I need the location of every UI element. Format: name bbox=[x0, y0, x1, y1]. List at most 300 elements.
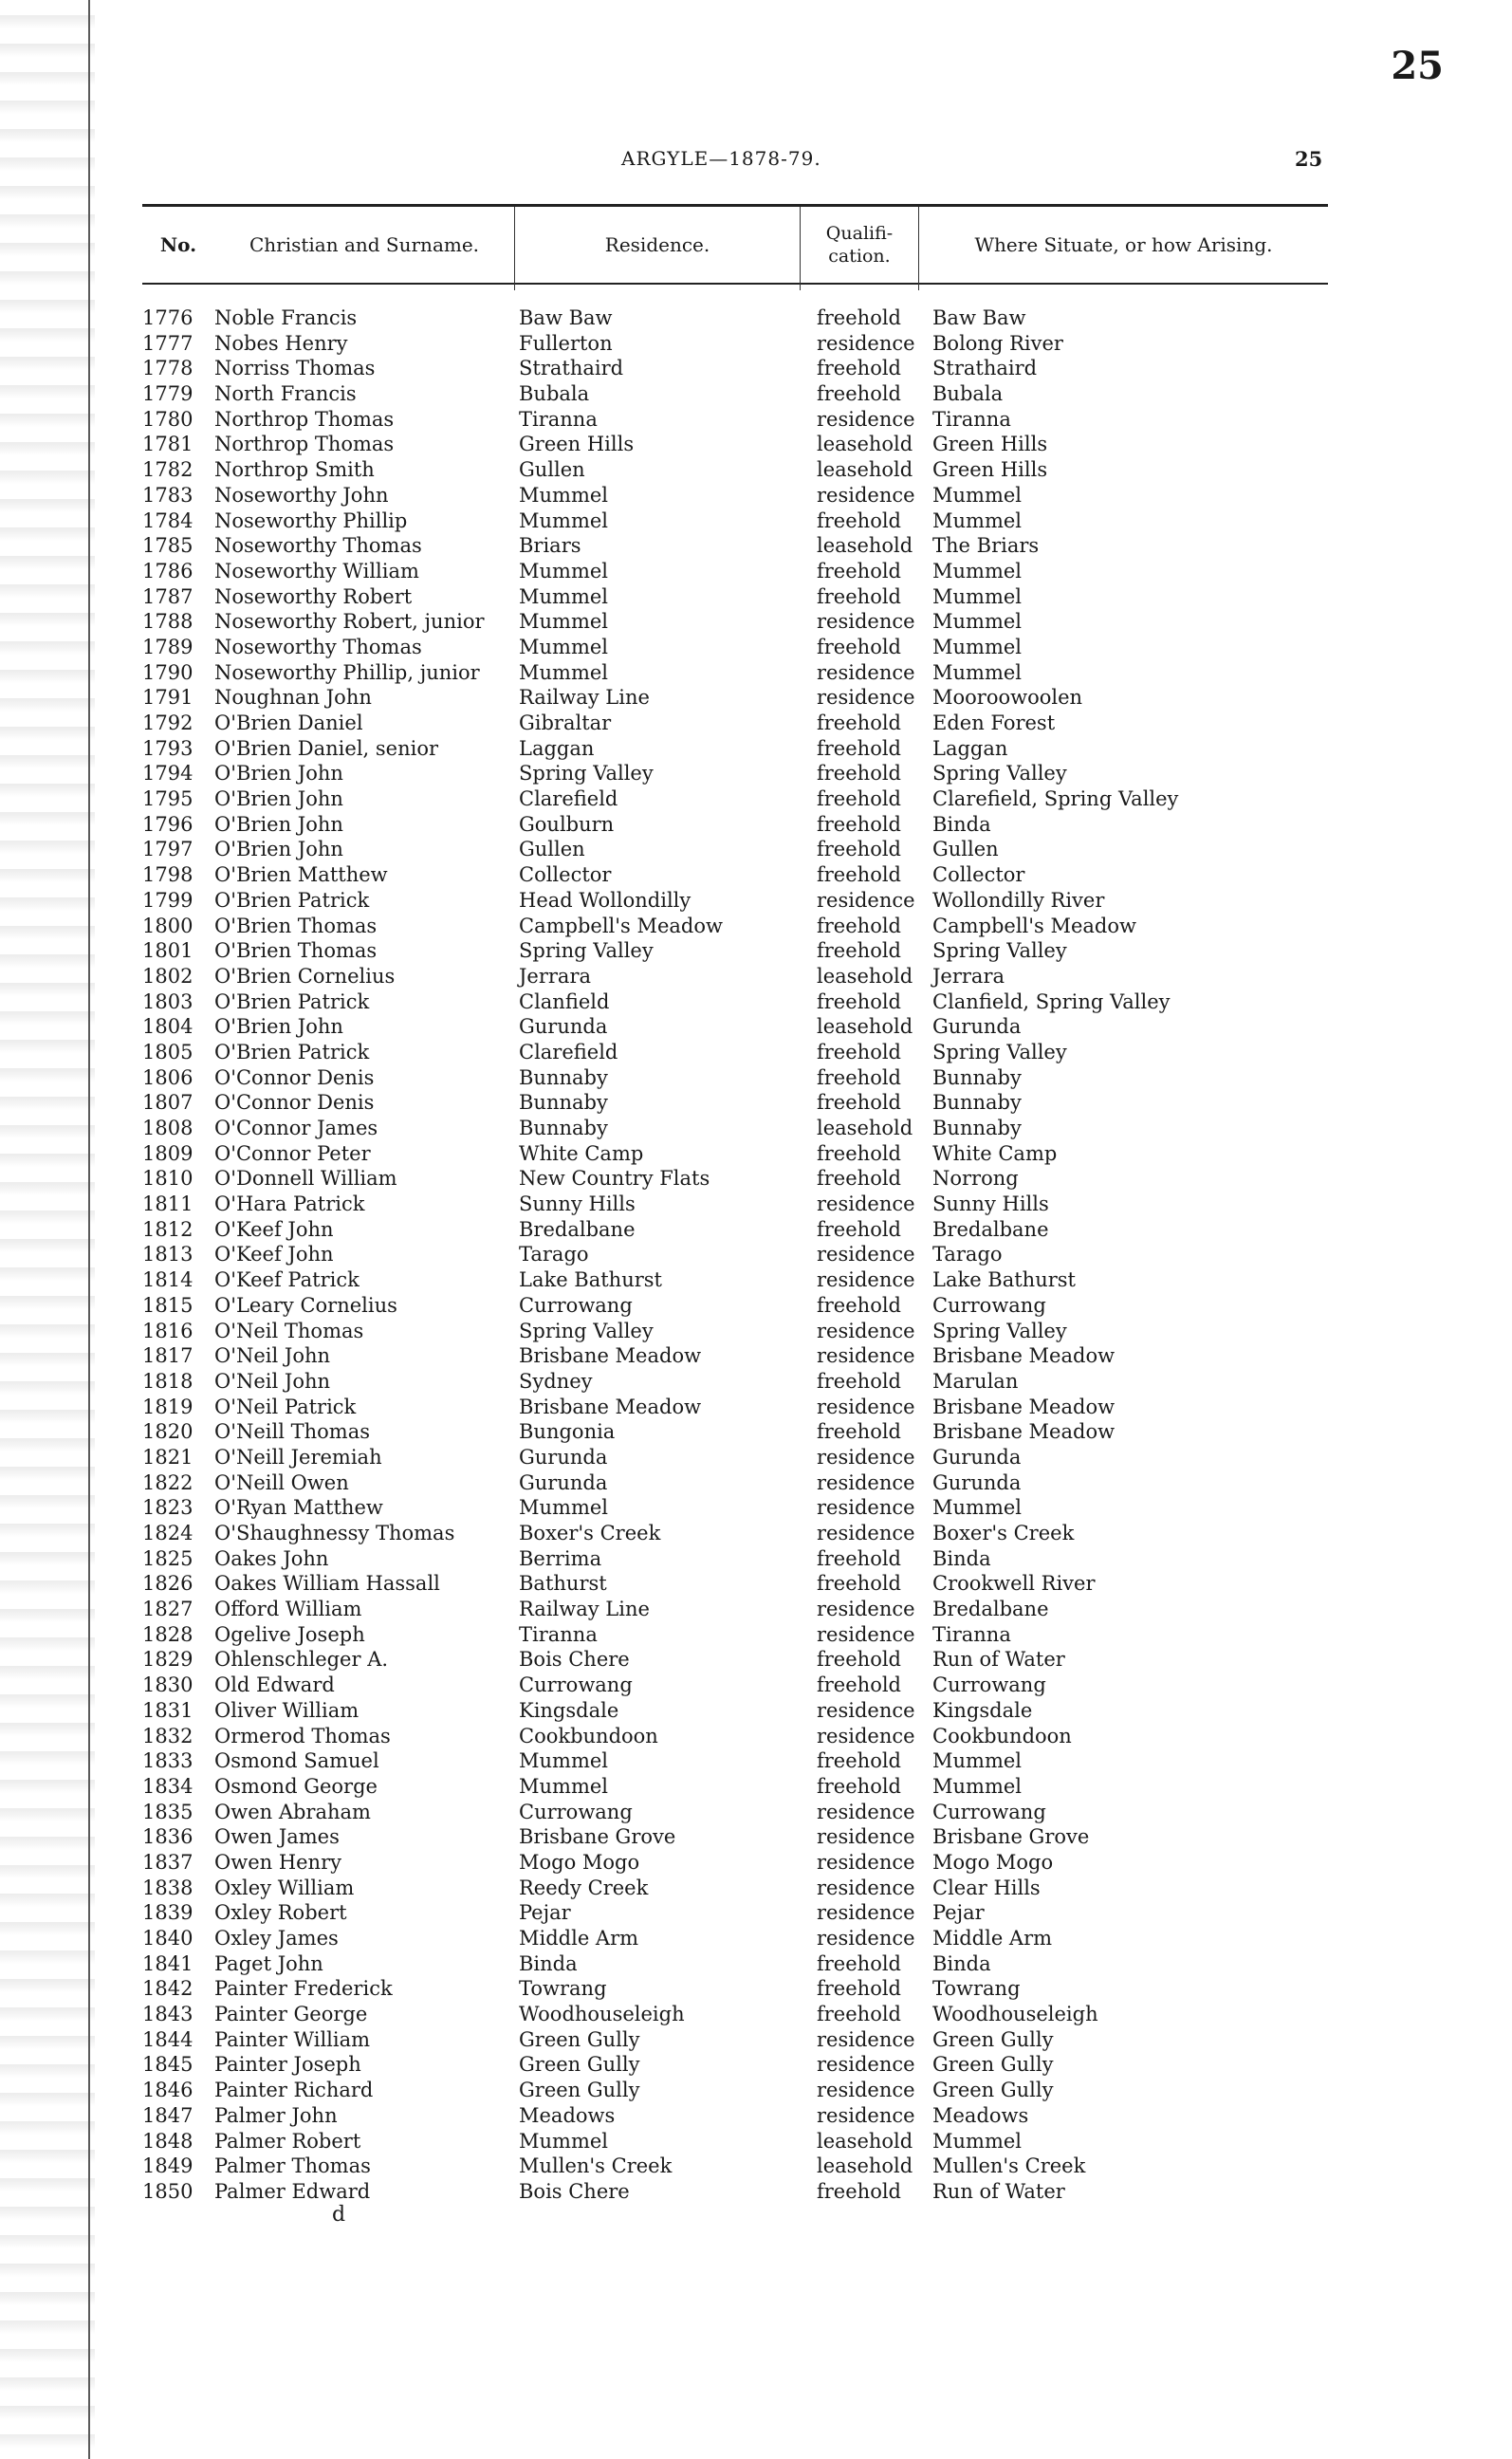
cell-qualification: freehold bbox=[817, 382, 901, 406]
table-row bbox=[142, 1369, 1328, 1395]
cell-number: 1828 bbox=[142, 1622, 194, 1646]
table-row bbox=[142, 2129, 1328, 2154]
cell-number: 1832 bbox=[142, 1724, 194, 1747]
cell-number: 1806 bbox=[142, 1065, 194, 1089]
table-row bbox=[142, 888, 1328, 914]
table-row bbox=[142, 862, 1328, 888]
cell-number: 1807 bbox=[142, 1091, 194, 1115]
cell-residence: Spring Valley bbox=[519, 939, 654, 963]
cell-qualification: residence bbox=[817, 1724, 915, 1747]
cell-qualification: freehold bbox=[817, 1420, 901, 1444]
cell-name: Oxley James bbox=[214, 1927, 339, 1950]
cell-where-situate: Brisbane Meadow bbox=[932, 1420, 1116, 1444]
cell-qualification: freehold bbox=[817, 812, 901, 836]
cell-where-situate: Mooroowoolen bbox=[932, 686, 1083, 710]
table-row bbox=[142, 1217, 1328, 1243]
cell-where-situate: Spring Valley bbox=[932, 939, 1067, 963]
cell-qualification: freehold bbox=[817, 1141, 901, 1165]
cell-where-situate: Binda bbox=[932, 1951, 991, 1975]
cell-residence: Gurunda bbox=[519, 1445, 608, 1469]
cell-number: 1844 bbox=[142, 2027, 194, 2051]
table-row bbox=[142, 1116, 1328, 1141]
cell-residence: Jerrara bbox=[519, 964, 592, 988]
col-header-name: Christian and Surname. bbox=[249, 233, 480, 256]
cell-qualification: residence bbox=[817, 1698, 915, 1722]
cell-residence: Mullen's Creek bbox=[519, 2154, 673, 2178]
cell-number: 1791 bbox=[142, 686, 194, 710]
cell-where-situate: Tiranna bbox=[932, 407, 1011, 431]
table-row bbox=[142, 1571, 1328, 1597]
cell-number: 1817 bbox=[142, 1344, 194, 1368]
cell-name: O'Hara Patrick bbox=[214, 1193, 365, 1216]
cell-where-situate: Bredalbane bbox=[932, 1217, 1049, 1241]
cell-name: Noseworthy Phillip bbox=[214, 508, 408, 532]
cell-qualification: freehold bbox=[817, 712, 901, 734]
cell-where-situate: Tarago bbox=[932, 1243, 1003, 1266]
table-row bbox=[142, 1622, 1328, 1648]
cell-residence: Brisbane Meadow bbox=[519, 1395, 702, 1418]
table-row bbox=[142, 2179, 1328, 2205]
cell-residence: Towrang bbox=[519, 1977, 607, 2001]
cell-number: 1850 bbox=[142, 2179, 194, 2203]
cell-number: 1823 bbox=[142, 1496, 194, 1520]
cell-residence: Mummel bbox=[519, 1749, 608, 1773]
cell-residence: Mummel bbox=[519, 1774, 608, 1798]
cell-name: Ormerod Thomas bbox=[214, 1724, 391, 1747]
cell-name: O'Neill Thomas bbox=[214, 1420, 371, 1444]
cell-residence: Middle Arm bbox=[519, 1927, 639, 1950]
table-row bbox=[142, 1293, 1328, 1319]
cell-number: 1813 bbox=[142, 1243, 194, 1266]
cell-number: 1825 bbox=[142, 1546, 194, 1570]
cell-where-situate: Bredalbane bbox=[932, 1598, 1049, 1621]
cell-residence: Sydney bbox=[519, 1369, 593, 1393]
cell-name: O'Brien John bbox=[214, 787, 343, 811]
cell-residence: Green Gully bbox=[519, 2079, 640, 2102]
cell-qualification: freehold bbox=[817, 559, 901, 582]
cell-number: 1846 bbox=[142, 2079, 194, 2102]
cell-residence: Sunny Hills bbox=[519, 1193, 636, 1216]
cell-number: 1849 bbox=[142, 2154, 194, 2178]
cell-qualification: freehold bbox=[817, 1951, 901, 1975]
cell-where-situate: Bolong River bbox=[932, 331, 1063, 355]
cell-name: O'Brien John bbox=[214, 1015, 343, 1039]
cell-name: Palmer Robert bbox=[214, 2129, 361, 2153]
cell-qualification: freehold bbox=[817, 1648, 901, 1672]
cell-where-situate: Bubala bbox=[932, 382, 1004, 406]
cell-number: 1835 bbox=[142, 1800, 194, 1823]
cell-qualification: freehold bbox=[817, 1572, 901, 1596]
cell-number: 1785 bbox=[142, 534, 194, 558]
cell-qualification: freehold bbox=[817, 1065, 901, 1089]
table-row bbox=[142, 2154, 1328, 2179]
cell-qualification: residence bbox=[817, 1622, 915, 1646]
cell-where-situate: Pejar bbox=[932, 1901, 985, 1925]
cell-name: Painter William bbox=[214, 2027, 371, 2051]
cell-qualification: freehold bbox=[817, 2003, 901, 2026]
cell-name: O'Brien Matthew bbox=[214, 863, 388, 887]
table-row bbox=[142, 1470, 1328, 1496]
cell-where-situate: Baw Baw bbox=[932, 306, 1026, 329]
cell-name: Noseworthy John bbox=[214, 483, 389, 507]
cell-where-situate: Woodhouseleigh bbox=[932, 2003, 1098, 2026]
cell-where-situate: Mummel bbox=[932, 584, 1022, 608]
cell-name: Noseworthy Robert bbox=[214, 584, 413, 608]
cell-where-situate: Run of Water bbox=[932, 2179, 1065, 2203]
cell-name: Ogelive Joseph bbox=[214, 1622, 365, 1646]
page-number: 25 bbox=[1295, 147, 1323, 171]
cell-number: 1796 bbox=[142, 812, 194, 836]
table-row bbox=[142, 1166, 1328, 1192]
cell-residence: Mummel bbox=[519, 660, 608, 684]
cell-number: 1782 bbox=[142, 458, 194, 482]
cell-where-situate: Marulan bbox=[932, 1369, 1019, 1393]
cell-where-situate: Mummel bbox=[932, 508, 1022, 532]
cell-where-situate: Gurunda bbox=[932, 1445, 1022, 1469]
cell-number: 1811 bbox=[142, 1193, 194, 1216]
cell-qualification: leasehold bbox=[817, 2154, 913, 2178]
cell-where-situate: Brisbane Meadow bbox=[932, 1344, 1116, 1368]
col-header-where: Where Situate, or how Arising. bbox=[974, 233, 1273, 256]
cell-number: 1797 bbox=[142, 838, 194, 861]
cell-name: O'Keef John bbox=[214, 1217, 334, 1241]
cell-residence: Gibraltar bbox=[519, 712, 612, 734]
cell-name: O'Brien John bbox=[214, 812, 343, 836]
table-row bbox=[142, 1242, 1328, 1267]
cell-name: Paget John bbox=[214, 1951, 323, 1975]
cell-qualification: freehold bbox=[817, 838, 901, 861]
table-row bbox=[142, 1976, 1328, 2002]
cell-qualification: residence bbox=[817, 2079, 915, 2102]
cell-residence: Lake Bathurst bbox=[519, 1268, 662, 1292]
cell-number: 1822 bbox=[142, 1470, 194, 1494]
table-row bbox=[142, 1800, 1328, 1825]
cell-qualification: freehold bbox=[817, 736, 901, 760]
cell-name: Northrop Thomas bbox=[214, 407, 395, 431]
cell-name: Northrop Smith bbox=[214, 458, 375, 482]
table-row bbox=[142, 786, 1328, 812]
cell-where-situate: Mummel bbox=[932, 1749, 1022, 1773]
cell-name: O'Brien Patrick bbox=[214, 888, 370, 912]
cell-residence: Green Gully bbox=[519, 2027, 640, 2051]
cell-residence: Green Hills bbox=[519, 433, 635, 456]
table-row bbox=[142, 964, 1328, 989]
table-row bbox=[142, 938, 1328, 964]
table-row bbox=[142, 1445, 1328, 1470]
cell-name: O'Brien John bbox=[214, 762, 343, 786]
cell-where-situate: Clanfield, Spring Valley bbox=[932, 989, 1171, 1013]
cell-name: Northrop Thomas bbox=[214, 433, 395, 456]
table-row bbox=[142, 1698, 1328, 1724]
table-row bbox=[142, 559, 1328, 584]
cell-name: O'Brien Cornelius bbox=[214, 964, 396, 988]
cell-name: Osmond Samuel bbox=[214, 1749, 379, 1773]
table-row bbox=[142, 812, 1328, 838]
cell-residence: New Country Flats bbox=[519, 1167, 710, 1191]
table-row bbox=[142, 1546, 1328, 1572]
cell-qualification: freehold bbox=[817, 1774, 901, 1798]
table-row bbox=[142, 2078, 1328, 2103]
binding-rule bbox=[88, 0, 90, 2459]
cell-name: O'Neill Jeremiah bbox=[214, 1445, 382, 1469]
cell-residence: Laggan bbox=[519, 736, 595, 760]
cell-number: 1824 bbox=[142, 1522, 194, 1544]
cell-qualification: residence bbox=[817, 1445, 915, 1469]
signature-mark: d bbox=[332, 2203, 346, 2227]
cell-name: O'Neill Owen bbox=[214, 1470, 349, 1494]
cell-number: 1780 bbox=[142, 407, 194, 431]
table-row bbox=[142, 1040, 1328, 1065]
table-row bbox=[142, 1597, 1328, 1622]
cell-qualification: freehold bbox=[817, 1749, 901, 1773]
cell-residence: Berrima bbox=[519, 1546, 602, 1570]
cell-name: Oxley Robert bbox=[214, 1901, 347, 1925]
cell-number: 1827 bbox=[142, 1598, 194, 1621]
cell-residence: Brisbane Grove bbox=[519, 1825, 676, 1849]
cell-name: Palmer Thomas bbox=[214, 2154, 371, 2178]
cell-number: 1831 bbox=[142, 1698, 194, 1722]
cell-name: Nobes Henry bbox=[214, 331, 348, 355]
cell-number: 1787 bbox=[142, 584, 194, 608]
cell-number: 1810 bbox=[142, 1167, 194, 1191]
cell-residence: Boxer's Creek bbox=[519, 1522, 661, 1544]
cell-where-situate: Strathaird bbox=[932, 357, 1038, 380]
cell-residence: Meadows bbox=[519, 2103, 616, 2127]
cell-where-situate: Mummel bbox=[932, 1496, 1022, 1520]
table-row bbox=[142, 533, 1328, 559]
table-row bbox=[142, 685, 1328, 711]
cell-residence: Mummel bbox=[519, 1496, 608, 1520]
cell-name: Old Edward bbox=[214, 1673, 335, 1697]
cell-where-situate: Towrang bbox=[932, 1977, 1021, 2001]
cell-qualification: residence bbox=[817, 1243, 915, 1266]
cell-residence: Brisbane Meadow bbox=[519, 1344, 702, 1368]
cell-name: O'Leary Cornelius bbox=[214, 1293, 397, 1317]
cell-number: 1819 bbox=[142, 1395, 194, 1418]
cell-residence: Kingsdale bbox=[519, 1698, 619, 1722]
table-row bbox=[142, 660, 1328, 686]
cell-residence: Mummel bbox=[519, 2129, 608, 2153]
cell-residence: Bredalbane bbox=[519, 1217, 636, 1241]
cell-qualification: residence bbox=[817, 1319, 915, 1342]
cell-number: 1830 bbox=[142, 1673, 194, 1697]
cell-qualification: leasehold bbox=[817, 534, 913, 558]
table-row bbox=[142, 1065, 1328, 1091]
cell-residence: Tarago bbox=[519, 1243, 589, 1266]
col-header-no: No. bbox=[159, 233, 197, 256]
cell-qualification: residence bbox=[817, 1522, 915, 1544]
cell-residence: Mummel bbox=[519, 508, 608, 532]
table-row bbox=[142, 1343, 1328, 1369]
cell-qualification: freehold bbox=[817, 357, 901, 380]
cell-residence: Mummel bbox=[519, 584, 608, 608]
cell-qualification: residence bbox=[817, 1598, 915, 1621]
cell-where-situate: Crookwell River bbox=[932, 1572, 1096, 1596]
cell-qualification: freehold bbox=[817, 762, 901, 786]
cell-qualification: residence bbox=[817, 1344, 915, 1368]
table-row bbox=[142, 356, 1328, 381]
cell-residence: Clarefield bbox=[519, 787, 618, 811]
table-row bbox=[142, 432, 1328, 457]
cell-number: 1788 bbox=[142, 610, 194, 634]
table-row bbox=[142, 1900, 1328, 1926]
cell-qualification: freehold bbox=[817, 914, 901, 937]
cell-where-situate: Jerrara bbox=[932, 964, 1005, 988]
cell-residence: Gullen bbox=[519, 838, 585, 861]
cell-number: 1840 bbox=[142, 1927, 194, 1950]
cell-where-situate: Currowang bbox=[932, 1800, 1046, 1823]
cell-qualification: residence bbox=[817, 660, 915, 684]
cell-name: Noseworthy Thomas bbox=[214, 534, 422, 558]
cell-residence: Tiranna bbox=[519, 1622, 598, 1646]
cell-qualification: leasehold bbox=[817, 964, 913, 988]
cell-residence: Mummel bbox=[519, 635, 608, 658]
cell-where-situate: Bunnaby bbox=[932, 1091, 1022, 1115]
cell-name: O'Brien John bbox=[214, 838, 343, 861]
cell-residence: Pejar bbox=[519, 1901, 571, 1925]
cell-residence: Bathurst bbox=[519, 1572, 607, 1596]
table-row bbox=[142, 1419, 1328, 1445]
table-row bbox=[142, 1647, 1328, 1673]
cell-residence: Binda bbox=[519, 1951, 578, 1975]
table-row bbox=[142, 1090, 1328, 1116]
cell-where-situate: Green Gully bbox=[932, 2053, 1054, 2077]
cell-where-situate: Mummel bbox=[932, 2129, 1022, 2153]
table-row bbox=[142, 508, 1328, 534]
cell-number: 1843 bbox=[142, 2003, 194, 2026]
table-row bbox=[142, 1748, 1328, 1774]
cell-where-situate: Binda bbox=[932, 1546, 991, 1570]
cell-where-situate: Wollondilly River bbox=[932, 888, 1105, 912]
cell-residence: Mummel bbox=[519, 559, 608, 582]
cell-name: Noughnan John bbox=[214, 686, 372, 710]
cell-residence: Railway Line bbox=[519, 1598, 650, 1621]
cell-name: Noseworthy Thomas bbox=[214, 635, 422, 658]
table-row bbox=[142, 914, 1328, 939]
cell-name: Osmond George bbox=[214, 1774, 378, 1798]
cell-residence: Woodhouseleigh bbox=[519, 2003, 685, 2026]
cell-where-situate: Green Gully bbox=[932, 2079, 1054, 2102]
page-title: ARGYLE—1878-79. bbox=[621, 147, 821, 170]
cell-qualification: leasehold bbox=[817, 433, 913, 456]
cell-qualification: residence bbox=[817, 407, 915, 431]
cell-name: O'Brien Daniel, senior bbox=[214, 736, 439, 760]
cell-where-situate: Sunny Hills bbox=[932, 1193, 1049, 1216]
cell-number: 1801 bbox=[142, 939, 194, 963]
table-row bbox=[142, 2002, 1328, 2027]
cell-number: 1838 bbox=[142, 1876, 194, 1899]
cell-where-situate: Collector bbox=[932, 863, 1025, 887]
cell-qualification: residence bbox=[817, 331, 915, 355]
cell-residence: Bunnaby bbox=[519, 1065, 608, 1089]
cell-residence: Currowang bbox=[519, 1800, 633, 1823]
cell-qualification: leasehold bbox=[817, 458, 913, 482]
cell-residence: Mogo Mogo bbox=[519, 1850, 640, 1874]
cell-residence: Mummel bbox=[519, 483, 608, 507]
table-row bbox=[142, 1521, 1328, 1546]
cell-where-situate: Mummel bbox=[932, 660, 1022, 684]
cell-where-situate: Clear Hills bbox=[932, 1876, 1041, 1899]
cell-name: Painter George bbox=[214, 2003, 368, 2026]
cell-name: O'Connor James bbox=[214, 1117, 378, 1139]
cell-qualification: freehold bbox=[817, 787, 901, 811]
cell-residence: Briars bbox=[519, 534, 581, 558]
cell-name: Oakes William Hassall bbox=[214, 1572, 440, 1596]
cell-residence: Mummel bbox=[519, 610, 608, 634]
cell-number: 1837 bbox=[142, 1850, 194, 1874]
cell-number: 1802 bbox=[142, 964, 194, 988]
table-row bbox=[142, 331, 1328, 357]
table-row bbox=[142, 305, 1328, 331]
cell-residence: Gurunda bbox=[519, 1470, 608, 1494]
table-row bbox=[142, 989, 1328, 1015]
cell-residence: Cookbundoon bbox=[519, 1724, 658, 1747]
cell-name: O'Neil Thomas bbox=[214, 1319, 364, 1342]
cell-number: 1814 bbox=[142, 1268, 194, 1292]
cell-residence: Gurunda bbox=[519, 1015, 608, 1039]
cell-number: 1793 bbox=[142, 736, 194, 760]
cell-number: 1786 bbox=[142, 559, 194, 582]
cell-where-situate: Bunnaby bbox=[932, 1117, 1022, 1139]
cell-where-situate: Binda bbox=[932, 812, 991, 836]
cell-number: 1805 bbox=[142, 1040, 194, 1063]
cell-name: Oxley William bbox=[214, 1876, 355, 1899]
cell-residence: Bois Chere bbox=[519, 2179, 630, 2203]
cell-number: 1808 bbox=[142, 1117, 194, 1139]
table-row bbox=[142, 1926, 1328, 1951]
cell-number: 1803 bbox=[142, 989, 194, 1013]
cell-qualification: residence bbox=[817, 1496, 915, 1520]
table-row bbox=[142, 837, 1328, 862]
cell-name: Noseworthy Robert, junior bbox=[214, 610, 485, 634]
table-row bbox=[142, 483, 1328, 508]
cell-qualification: freehold bbox=[817, 1673, 901, 1697]
cell-residence: Fullerton bbox=[519, 331, 613, 355]
cell-number: 1799 bbox=[142, 888, 194, 912]
table-row bbox=[142, 1876, 1328, 1901]
cell-where-situate: Mummel bbox=[932, 483, 1022, 507]
table-row bbox=[142, 2103, 1328, 2129]
cell-qualification: freehold bbox=[817, 1217, 901, 1241]
cell-where-situate: Mummel bbox=[932, 610, 1022, 634]
cell-qualification: residence bbox=[817, 1395, 915, 1418]
table-row bbox=[142, 1319, 1328, 1344]
table-row bbox=[142, 1495, 1328, 1521]
cell-residence: Head Wollondilly bbox=[519, 888, 691, 912]
cell-name: Noseworthy Phillip, junior bbox=[214, 660, 480, 684]
table-row bbox=[142, 1673, 1328, 1698]
cell-qualification: residence bbox=[817, 1268, 915, 1292]
corner-page-number: 25 bbox=[1391, 44, 1444, 88]
cell-residence: Railway Line bbox=[519, 686, 650, 710]
table-row bbox=[142, 2027, 1328, 2053]
cell-where-situate: Run of Water bbox=[932, 1648, 1065, 1672]
cell-qualification: freehold bbox=[817, 1091, 901, 1115]
cell-name: Painter Richard bbox=[214, 2079, 374, 2102]
table-body bbox=[142, 305, 1328, 2205]
cell-qualification: freehold bbox=[817, 584, 901, 608]
cell-where-situate: Boxer's Creek bbox=[932, 1522, 1075, 1544]
cell-residence: Clanfield bbox=[519, 989, 610, 1013]
cell-where-situate: Meadows bbox=[932, 2103, 1029, 2127]
cell-number: 1781 bbox=[142, 433, 194, 456]
cell-number: 1841 bbox=[142, 1951, 194, 1975]
cell-where-situate: Clarefield, Spring Valley bbox=[932, 787, 1179, 811]
cell-number: 1784 bbox=[142, 508, 194, 532]
cell-where-situate: Campbell's Meadow bbox=[932, 914, 1136, 937]
table-row bbox=[142, 457, 1328, 483]
cell-number: 1779 bbox=[142, 382, 194, 406]
